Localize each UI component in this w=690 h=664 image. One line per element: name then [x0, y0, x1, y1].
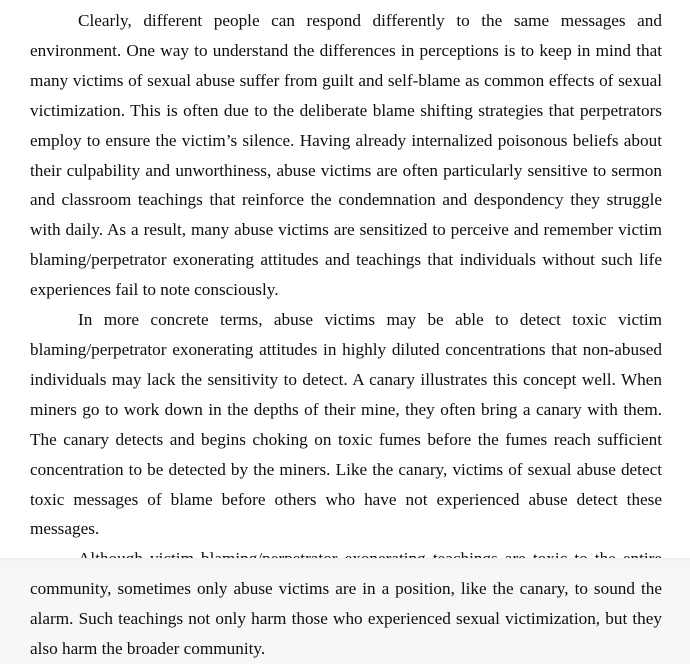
paragraph-2: In more concrete terms, abuse victims may be able to detect toxic victim blaming/perpetrator exonerating attitudes in highly diluted concentrations that non-abused individuals may lack the sensitivity to detect. A canary illustrates this concept well. When miners go to work down in the depths of their mine, they often bring a canary with them. The canary detects and begins choking on toxic fumes before the fumes reach sufficient concentration to be detected by the miners. Like the canary, victims of sexual abuse detect toxic messages of blame before others who have not experienced abuse detect these messages.: [30, 310, 662, 539]
page-bottom-edge: [0, 558, 690, 569]
paragraph-1: Clearly, different people can respond differently to the same messages and environment. One way to understand the differences in perceptions is to keep in mind that many victims of sexual abuse suffer from guilt and self-blame as common effects of sexual victimization. This is often due to the deliberate blame shifting strategies that perpetrators employ to ensure the victim’s silence. Having already internalized poisonous beliefs about their culpability and unworthiness, abuse victims are often particularly sensitive to sermon and classroom teachings that reinforce the condemnation and despondency they struggle with daily. As a result, many abuse victims are sensitized to perceive and remember victim blaming/perpetrator exonerating attitudes and teachings that individuals without such life experiences fail to note consciously.: [30, 11, 662, 300]
paragraph-3: community, sometimes only abuse victims are in a position, like the canary, to sound the alarm. Such teachings not only harm those who experienced sexual victimization, but they also harm the broader community.: [30, 579, 662, 659]
